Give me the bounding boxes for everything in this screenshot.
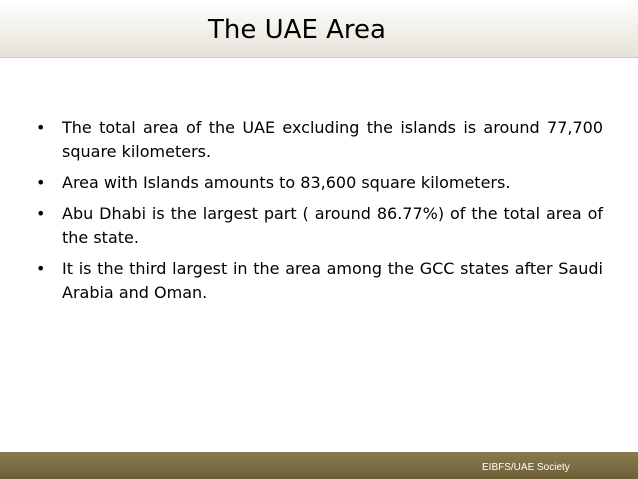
bullet-text: It is the third largest in the area among the GCC states after Saudi Arabia and Oman. <box>62 259 603 302</box>
bullet-text: Area with Islands amounts to 83,600 square kilometers. <box>62 173 511 192</box>
footer-label: EIBFS/UAE Society <box>482 462 570 473</box>
bullet-point-icon: • <box>36 259 46 278</box>
bullet-text: Abu Dhabi is the largest part ( around 86.77%) of the total area of the state. <box>62 204 603 247</box>
bullet-list <box>0 116 638 312</box>
bullet-item-total-area <box>36 116 603 164</box>
bullet-point-icon: • <box>36 173 46 192</box>
bullet-item-islands-area <box>36 171 603 195</box>
bullet-text: The total area of the UAE excluding the islands is around 77,700 square kilometers. <box>62 118 603 161</box>
bullet-point-icon: • <box>36 204 46 223</box>
bullet-point-icon: • <box>36 118 46 137</box>
bullet-item-gcc-rank <box>36 257 603 305</box>
bullet-item-abu-dhabi <box>36 202 603 250</box>
slide-title: The UAE Area <box>208 15 386 45</box>
title-divider <box>0 57 638 58</box>
